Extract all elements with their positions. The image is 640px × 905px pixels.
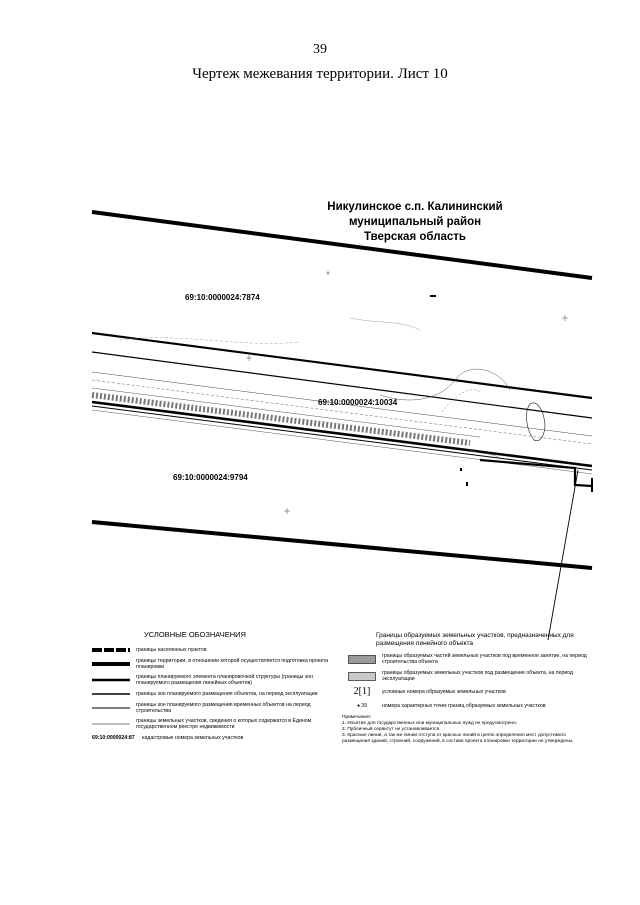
region-line-1: Никулинское с.п. Калининский	[327, 201, 503, 213]
legend-item: границы зон планируемого размещения объектов, на период эксплуатации	[92, 690, 340, 698]
legend-item: границы земельных участков, сведения о которых содержатся в Едином государственном реестре недвижимости	[92, 718, 340, 730]
parcel-label-9794: 69:10:0000024:9794	[173, 473, 248, 482]
note-1: 1. Изъятие для государственных или муниципальных нужд не предусмотрено.	[342, 721, 518, 726]
legend-item: границы населенных пунктов	[92, 646, 340, 654]
page-number: 39	[313, 42, 327, 57]
legend-left	[92, 632, 340, 746]
region-label	[300, 200, 530, 245]
permanent-plot-symbol	[342, 672, 382, 681]
territory-boundary-symbol	[92, 660, 136, 668]
region-line-2: муниципальный район	[348, 216, 482, 228]
legend-item: ● 39 номера характерных точек границ образуемых земельных участков	[342, 701, 587, 710]
note-3: 3. Красные линии, а так же линии отступа от красных линий в целях определения мест допустимого размещения зданий, строений, сооружений, в составе проекта планировки территории не утверждены.	[342, 733, 574, 744]
temporary-zone-symbol	[92, 704, 136, 712]
temporary-part-symbol	[342, 655, 382, 664]
legend-item: границы зон планируемого размещения временных объектов на период строительства	[92, 702, 340, 714]
cadastral-example: 69:10:0000024:87	[92, 735, 135, 741]
legend-item: 69:10:0000024:87 кадастровые номера земельных участков	[92, 735, 244, 741]
legend-title: УСЛОВНЫЕ ОБОЗНАЧЕНИЯ	[144, 630, 246, 639]
legend-item: границы территории, в отношении которой осуществляется подготовка проекта планировки	[92, 658, 340, 670]
legend-item: границы образуемых земельных участков под размещение объекта, на период эксплуатации	[342, 670, 587, 682]
plot-number-symbol: 2[1]	[353, 685, 371, 697]
note-2: 2. Публичный сервитут не устанавливается.	[342, 727, 441, 732]
settlement-boundary-symbol	[92, 646, 136, 654]
legend-item: 2[1] условные номера образуемых земельных участков	[342, 687, 587, 696]
planning-boundary-1	[92, 333, 592, 398]
planning-element-symbol	[92, 676, 136, 684]
parcel-label-7874: 69:10:0000024:7874	[185, 293, 260, 302]
notes	[342, 715, 587, 745]
corridor-strip	[92, 395, 470, 443]
sheet-title: Чертеж межевания территории. Лист 10	[192, 66, 448, 82]
legend-right	[342, 632, 587, 745]
operation-zone-symbol	[92, 690, 136, 698]
land-plot-boundary-symbol	[92, 720, 136, 728]
parcel-label-10034: 69:10:0000024:10034	[318, 398, 398, 407]
marker	[430, 295, 436, 297]
legend-item: границы планируемого элемента планировочной структуры (границы зон планируемого размещения линейных объектов)	[92, 674, 340, 686]
notes-title: Примечания:	[342, 715, 372, 720]
pond-outline	[527, 403, 545, 441]
legend-item: границы образуемых частей земельных участков под временное занятие, на период строительства объекта	[342, 653, 587, 665]
legend-right-title: Границы образуемых земельных участков, предназначенных для размещения линейного объекта	[376, 632, 574, 647]
planning-boundary-3	[92, 402, 592, 466]
territory-boundary-bottom	[92, 522, 592, 568]
point-number-symbol: ● 39	[357, 702, 367, 709]
region-line-3: Тверская область	[363, 231, 467, 243]
planning-boundary-2	[92, 352, 592, 418]
planning-boundary-4	[92, 406, 592, 470]
